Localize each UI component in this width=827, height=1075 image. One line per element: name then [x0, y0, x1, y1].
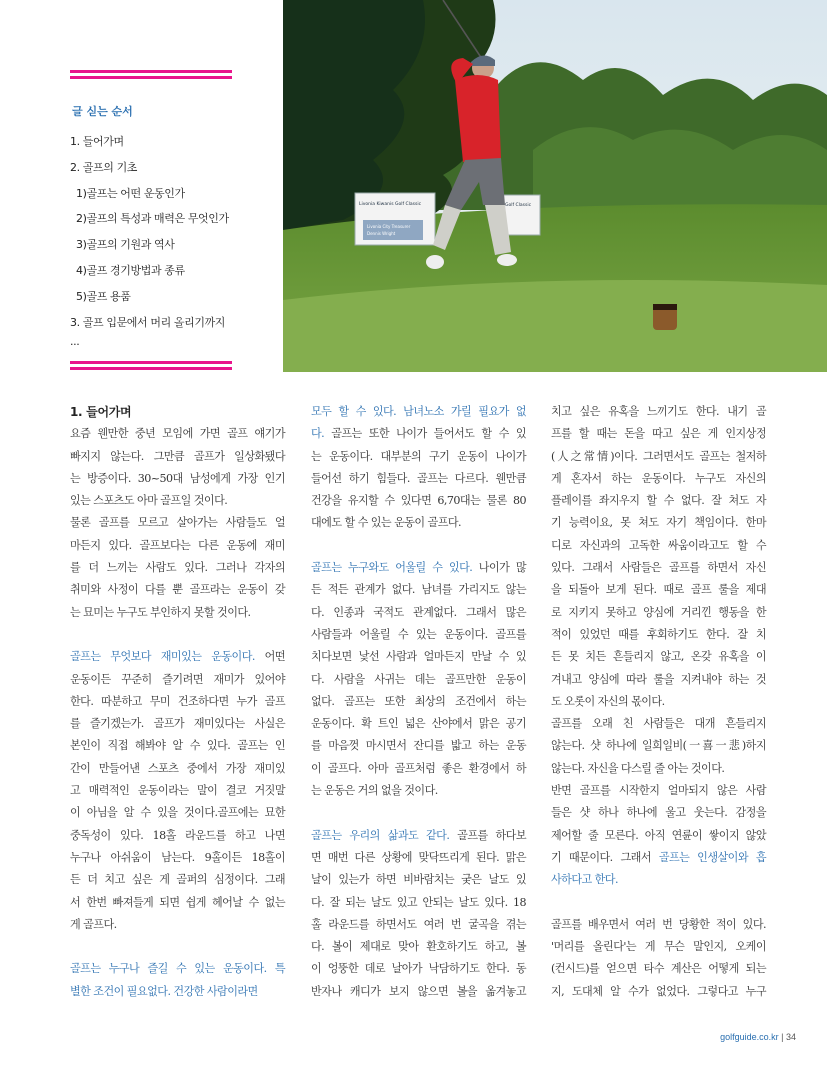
- text-line: 간이 만들어낸 스포츠 중에서 가장 재미있: [70, 761, 285, 775]
- text-line: [551, 869, 766, 891]
- text-line: '머리를 올린다'는 게 무슨 말인지, 오케이: [551, 940, 766, 954]
- highlighted-phrase: 골프는 누구나 즐길 수 있는 운동이다. 특: [70, 962, 285, 976]
- text-line: 운동이든 꾸준히 즐기려면 재미가 있어야: [70, 672, 285, 686]
- text-line: 들어선 하기 힘들다. 골프는 다르다. 웬만큼: [311, 471, 526, 485]
- text-line: 를 더 느끼는 사람도 있다. 그러나 각자의: [70, 561, 285, 575]
- sign-left-line2: Livonia City Treasurer: [367, 224, 411, 229]
- toc-item: 4)골프 경기방법과 종류: [76, 263, 185, 277]
- text-line: 적이 있었던 때를 후회하기도 한다. 잘 치: [551, 627, 766, 641]
- text-line: 도 오롯이 자신의 몫이다.: [551, 694, 665, 708]
- text-line: 물론 골프를 모르고 살아가는 사람들도 얼: [70, 516, 285, 530]
- text-line: 게 혼자서 하는 운동이다. 누구도 자신의: [551, 471, 766, 485]
- text-line: 골프를 오래 친 사람들은 대개 흔들리지: [551, 717, 766, 731]
- text-line: 본인이 직접 해봐야 알 수 있다. 골프는 인: [70, 739, 285, 753]
- text-line: 있는 스포츠도 아마 골프일 것이다.: [70, 494, 228, 508]
- toc-list: [70, 129, 232, 355]
- text-line: 중독성이 있다. 18홀 라운드를 하고 나면: [70, 828, 285, 842]
- toc-bottom-rule: [70, 361, 232, 364]
- text-line: [70, 981, 285, 1003]
- text-line: 지, 도대체 알 수가 없었다. 그렇다고 누구: [551, 984, 766, 998]
- footer-separator: |: [781, 1032, 784, 1042]
- text-line: 이 엉뚱한 데로 날아가 낙담하기도 한다. 동: [311, 962, 526, 976]
- text-line: 는 운동이다. 대부분의 구기 운동이 나이가: [311, 449, 526, 463]
- text-line: 고 매력적인 운동이라는 말이 결코 거짓말: [70, 784, 285, 798]
- text-line: 를 마음껏 마시면서 잔디를 밟고 하는 운동: [311, 739, 526, 753]
- text-line: (컨시드)를 얻으면 타수 계산은 어떻게 되는: [551, 962, 766, 976]
- sign-left-line3: Dennis Wright: [367, 231, 396, 236]
- article-column-3: [551, 401, 766, 1003]
- toc-top-rule: [70, 70, 232, 73]
- page-footer: [720, 1032, 796, 1042]
- toc-item: 5)골프 용품: [76, 289, 131, 303]
- text-line: 겨내고 양심에 따라 룰을 지켜내야 하는 것: [551, 672, 766, 686]
- text-line: 치다보면 낯선 사람과 얼마든지 만날 수 있: [311, 650, 526, 664]
- text-line: 면 매번 다른 상황에 맞닥뜨리게 된다. 맑은: [311, 850, 526, 864]
- page-number: 34: [785, 1032, 796, 1042]
- toc-item: ...: [70, 335, 80, 349]
- highlighted-phrase: 모두 할 수 있다. 남녀노소 가릴 필요가 없: [311, 405, 526, 418]
- paragraph-gap: [551, 892, 766, 914]
- paragraph-gap: [311, 535, 526, 557]
- text-line: 있다. 그래서 사람들은 골프를 하면서 자신: [551, 561, 766, 575]
- text-line: 서 한번 빠져들게 되면 쉽게 헤어날 수 없는: [70, 895, 285, 909]
- toc-item: 2. 골프의 기초: [70, 160, 138, 174]
- text-line: 제어할 줄 모른다. 아직 연륜이 쌓이지 않았: [551, 828, 766, 842]
- text-line: 는 운동은 거의 없을 것이다.: [311, 784, 438, 798]
- paragraph-gap: [70, 936, 285, 958]
- toc-item: 1)골프는 어떤 운동인가: [76, 186, 185, 200]
- text-line: 홀 라운드를 하면서도 여러 번 굴곡을 겪는: [311, 917, 526, 931]
- toc-item: 3. 골프 입문에서 머리 올리기까지: [70, 315, 226, 329]
- paragraph-gap: [311, 802, 526, 824]
- sign-left-line1: Livonia Kiwanis Golf Classic: [359, 202, 422, 207]
- text-line: 날이 있는가 하면 비바람치는 궂은 날도 있: [311, 873, 526, 887]
- article-column-2: [311, 401, 526, 1003]
- golfer-photo: [283, 0, 827, 372]
- text-line: 누구나 아쉬움이 남는다. 9홀이든 18홀이: [70, 850, 285, 864]
- toc-top-rule: [70, 76, 232, 79]
- text-line: 빠지지 않는다. 그만큼 골프가 일상화됐다: [70, 449, 285, 463]
- text-line: 든 적든 관계가 없다. 남녀를 가리지도 않는: [311, 583, 526, 597]
- text-line: 게 골프다.: [70, 917, 117, 931]
- text-line: 기 능력이요, 못 쳐도 자기 책임이다. 한마: [551, 516, 766, 530]
- text-line: 이 골프다. 아마 골프처럼 좋은 환경에서 하: [311, 761, 526, 775]
- toc-title: 글 싣는 순서: [72, 105, 133, 118]
- text-line: 기 때문이다. 그래서 골프는 인생살이와 흡: [551, 850, 766, 864]
- toc-bottom-rule: [70, 367, 232, 370]
- text-line: [311, 401, 526, 423]
- highlighted-phrase: 골프는 무엇보다 재미있는 운동이다.: [70, 650, 255, 664]
- highlighted-phrase: 사하다고 한다.: [551, 873, 618, 887]
- text-line: 다. 볼이 제대로 맞아 환호하기도 하고, 볼: [311, 940, 526, 954]
- text-line: 골프를 배우면서 여러 번 당황한 적이 있다.: [551, 917, 766, 931]
- text-line: 다. 인종과 국적도 관계없다. 그래서 많은: [311, 605, 526, 619]
- text-line: 는 방증이다. 30~50대 남성에게 가장 인기: [70, 471, 285, 485]
- text-line: 는 묘미는 누구도 부인하지 못할 것이다.: [70, 605, 251, 619]
- text-line: 다. 잘 되는 날도 있고 안되는 날도 있다. 18: [311, 895, 526, 909]
- text-line: 다. 사람을 사귀는 데는 골프만한 운동이: [311, 672, 526, 686]
- text-line: 치고 싶은 유혹을 느끼기도 한다. 내기 골: [551, 405, 766, 418]
- highlighted-phrase: 다.: [311, 427, 325, 441]
- text-line: 플레이를 좌지우지 할 수 없다. 잘 쳐도 자: [551, 494, 766, 508]
- section-heading: 1. 들어가며: [70, 405, 132, 419]
- text-line: 취미와 사정이 다를 뿐 골프라는 운동이 갖: [70, 583, 285, 597]
- toc-item: 1. 들어가며: [70, 135, 124, 148]
- paragraph-gap: [70, 624, 285, 646]
- toc-bottom-rules: [70, 361, 232, 370]
- text-line: 건강을 유지할 수 있다면 6,70대는 물론 80: [311, 494, 526, 508]
- highlighted-phrase: 골프는 인생살이와 흡: [658, 850, 766, 864]
- text-line: 든 더 치고 싶은 게 골퍼의 심정이다. 그래: [70, 873, 285, 887]
- toc-item: 2)골프의 특성과 매력은 무엇인가: [76, 212, 229, 226]
- text-line: 프를 할 때는 돈을 따고 싶은 게 인지상정: [551, 427, 766, 441]
- text-line: 을 되돌아 보게 된다. 때로 골프 룰을 제대: [551, 583, 766, 597]
- text-line: 골프는 누구와도 어울릴 수 있다. 나이가 많: [311, 561, 526, 575]
- text-line: 한다. 따분하고 무미 건조하다면 누가 골프: [70, 694, 285, 708]
- table-of-contents: [70, 70, 232, 373]
- text-line: 대에도 할 수 있는 운동이 골프다.: [311, 516, 462, 530]
- highlighted-phrase: 골프는 누구와도 어울릴 수 있다.: [311, 561, 473, 575]
- article-column-1: [70, 401, 285, 1003]
- text-line: 디로 자신과의 고독한 싸움이라고도 할 수: [551, 538, 766, 552]
- text-line: 반면 골프를 시작한지 얼마되지 않은 사람: [551, 784, 766, 798]
- text-line: 든 못 치든 흔들리지 않고, 온갖 유혹을 이: [551, 650, 766, 664]
- text-line: 운동이다. 확 트인 넓은 산야에서 맑은 공기: [311, 717, 526, 731]
- text-line: 마든지 있다. 골프보다는 다른 운동에 재미: [70, 538, 285, 552]
- text-line: 다. 골프는 또한 나이가 들어서도 할 수 있: [311, 427, 526, 441]
- text-line: 이 아님을 알 수 있을 것이다.골프에는 묘한: [70, 806, 285, 820]
- text-line: 들은 샷 하나 하나에 울고 웃는다. 감정을: [551, 806, 766, 820]
- text-line: 골프는 무엇보다 재미있는 운동이다. 어떤: [70, 650, 286, 664]
- highlighted-phrase: 별한 조건이 필요없다. 건강한 사람이라면: [70, 984, 258, 998]
- text-line: (人之常情)이다. 그러면서도 골프는 철저하: [551, 449, 766, 463]
- text-line: [70, 958, 285, 980]
- text-line: 로 지키지 못하고 양심에 거리낀 행동을 한: [551, 605, 766, 619]
- sign-right-line1: Golf Classic: [505, 203, 532, 208]
- text-line: 사람들과 어울릴 수 있는 운동이다. 골프를: [311, 627, 526, 641]
- toc-item: 3)골프의 기원과 역사: [76, 238, 175, 252]
- text-line: 요즘 웬만한 중년 모임에 가면 골프 얘기가: [70, 427, 285, 441]
- highlighted-phrase: 골프는 우리의 삶과도 같다.: [311, 828, 450, 842]
- text-line: 않는다. 샷 하나에 일희일비(一喜一悲)하지: [551, 739, 766, 753]
- text-line: 를 즐기겠는가. 골프가 재미있다는 사실은: [70, 717, 285, 731]
- footer-site[interactable]: golfguide.co.kr: [720, 1032, 779, 1042]
- text-line: 않는다. 자신을 다스릴 줄 아는 것이다.: [551, 761, 725, 775]
- text-line: 반자나 캐디가 보지 않으면 볼을 옮겨놓고: [311, 984, 526, 998]
- text-line: 골프는 우리의 삶과도 같다. 골프를 하다보: [311, 828, 526, 842]
- text-line: 없다. 골프는 또한 최상의 조건에서 하는: [311, 694, 526, 708]
